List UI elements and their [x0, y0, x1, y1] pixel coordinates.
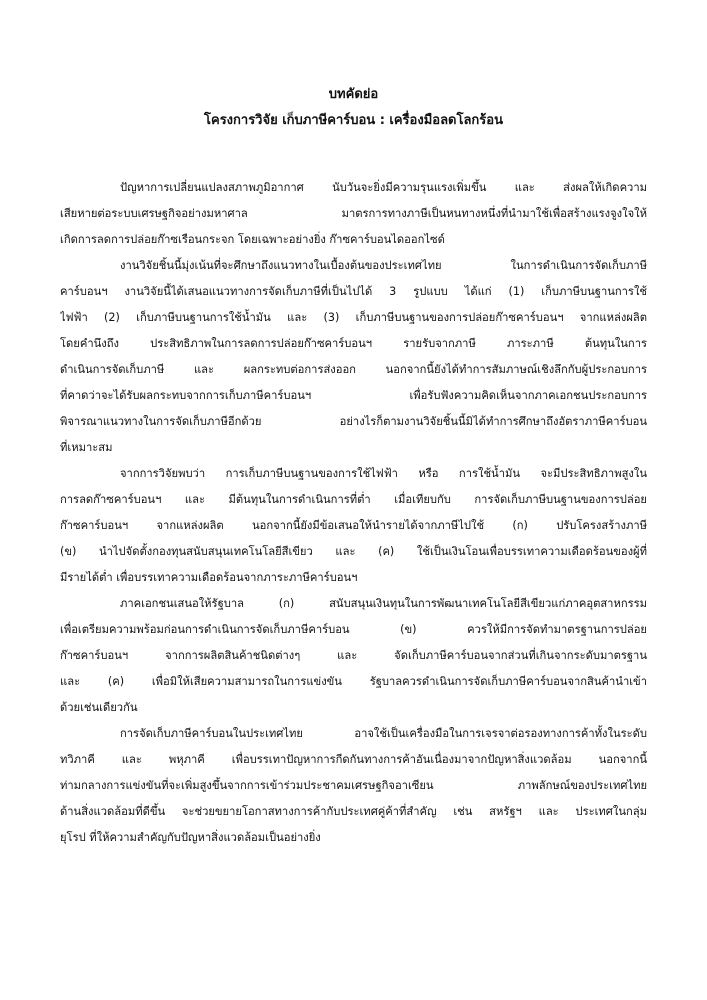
text-line: งานวิจัยชิ้นนี้มุ่งเน้นที่จะศึกษาถึงแนวทางในเบื้องต้นของประเทศไทย ในการดำเนินการจัดเก็บภาษี	[120, 259, 647, 272]
text-line: เกิดการลดการปล่อยก๊าซเรือนกระจก โดยเฉพาะอย่างยิ่ง ก๊าซคาร์บอนไดออกไซด์	[60, 233, 445, 246]
text-line: ทวิภาคี และ พหุภาคี เพื่อบรรเทาปัญหาการกีดกันทางการค้าอันเนื่องมาจากปัญหาสิ่งแวดล้อม นอกจากนี้	[60, 753, 647, 766]
text-line: มีรายได้ต่ำ เพื่อบรรเทาความเดือดร้อนจากภาระภาษีคาร์บอนฯ	[60, 571, 358, 584]
text-line: ก๊าซคาร์บอนฯ จากการผลิตสินค้าชนิดต่างๆ และ จัดเก็บภาษีคาร์บอนจากส่วนที่เกินจากระดับมาตรฐาน	[60, 649, 647, 662]
text-line: โดยคำนึงถึง ประสิทธิภาพในการลดการปล่อยก๊าซคาร์บอนฯ รายรับจากภาษี ภาระภาษี ต้นทุนในการ	[60, 337, 647, 350]
text-line: การลดก๊าซคาร์บอนฯ และ มีต้นทุนในการดำเนินการที่ต่ำ เมื่อเทียบกับ การจัดเก็บภาษีบนฐานของการปล่อย	[60, 493, 647, 506]
text-line: พิจารณาแนวทางในการจัดเก็บภาษีอีกด้วย อย่างไรก็ตามงานวิจัยชิ้นนี้มิได้ทำการศึกษาถึงอัตราภาษีคาร์บอน	[60, 415, 647, 428]
text-line: ท่ามกลางการแข่งขันที่จะเพิ่มสูงขึ้นจากการเข้าร่วมประชาคมเศรษฐกิจอาเซียน ภาพลักษณ์ของประเทศไทย	[60, 779, 647, 792]
text-line: ก๊าซคาร์บอนฯ จากแหล่งผลิต นอกจากนี้ยังมีข้อเสนอให้นำรายได้จากภาษีไปใช้ (ก) ปรับโครงสร้างภาษี	[60, 519, 647, 532]
text-line: เสียหายต่อระบบเศรษฐกิจอย่างมหาศาล มาตรการทางภาษีเป็นหนทางหนึ่งที่นำมาใช้เพื่อสร้างแรงจูงใจให้	[60, 207, 647, 220]
text-line: และ (ค) เพื่อมิให้เสียความสามารถในการแข่งขัน รัฐบาลควรดำเนินการจัดเก็บภาษีคาร์บอนจากสินค้านำเข้า	[60, 675, 647, 688]
project-title: โครงการวิจัย เก็บภาษีคาร์บอน : เครื่องมือลดโลกร้อน	[204, 113, 503, 128]
abstract-heading: บทคัดย่อ	[328, 87, 379, 102]
text-line: ภาคเอกชนเสนอให้รัฐบาล (ก) สนับสนุนเงินทุนในการพัฒนาเทคโนโลยีสีเขียวแก่ภาคอุตสาหกรรม	[120, 597, 647, 610]
text-line: ที่เหมาะสม	[60, 441, 113, 454]
text-line: ยุโรป ที่ให้ความสำคัญกับปัญหาสิ่งแวดล้อมเป็นอย่างยิ่ง	[60, 831, 321, 844]
text-line: ปัญหาการเปลี่ยนแปลงสภาพภูมิอากาศ นับวันจะยิ่งมีความรุนแรงเพิ่มขึ้น และ ส่งผลให้เกิดความ	[120, 181, 647, 194]
text-line: เพื่อเตรียมความพร้อมก่อนการดำเนินการจัดเก็บภาษีคาร์บอน (ข) ควรให้มีการจัดทำมาตรฐานการปล่อย	[60, 623, 647, 636]
text-line: คาร์บอนฯ งานวิจัยนี้ได้เสนอแนวทางการจัดเก็บภาษีที่เป็นไปได้ 3 รูปแบบ ได้แก่ (1) เก็บภาษีบนฐานการใช้	[60, 285, 647, 298]
text-line: ด้านสิ่งแวดล้อมที่ดีขึ้น จะช่วยขยายโอกาสทางการค้ากับประเทศคู่ค้าที่สำคัญ เช่น สหรัฐฯ และ ประเทศในกลุ่ม	[60, 805, 647, 818]
text-line: ที่คาดว่าจะได้รับผลกระทบจากการเก็บภาษีคาร์บอนฯ เพื่อรับฟังความคิดเห็นจากภาคเอกชนประกอบการ	[60, 389, 647, 402]
text-line: การจัดเก็บภาษีคาร์บอนในประเทศไทย อาจใช้เป็นเครื่องมือในการเจรจาต่อรองทางการค้าทั้งในระดับ	[120, 727, 647, 740]
text-line: ดำเนินการจัดเก็บภาษี และ ผลกระทบต่อการส่งออก นอกจากนี้ยังได้ทำการสัมภาษณ์เชิงลึกกับผู้ประกอบการ	[60, 363, 647, 376]
text-line: ด้วยเช่นเดียวกัน	[60, 701, 138, 714]
text-line: (ข) นำไปจัดตั้งกองทุนสนับสนุนเทคโนโลยีสีเขียว และ (ค) ใช้เป็นเงินโอนเพื่อบรรเทาความเดือดร้อนของผู้ที่	[60, 545, 647, 558]
text-line: จากการวิจัยพบว่า การเก็บภาษีบนฐานของการใช้ไฟฟ้า หรือ การใช้น้ำมัน จะมีประสิทธิภาพสูงใน	[120, 467, 647, 480]
text-line: ไฟฟ้า (2) เก็บภาษีบนฐานการใช้น้ำมัน และ (3) เก็บภาษีบนฐานของการปล่อยก๊าซคาร์บอนฯ จากแหล่งผลิต	[60, 311, 647, 324]
